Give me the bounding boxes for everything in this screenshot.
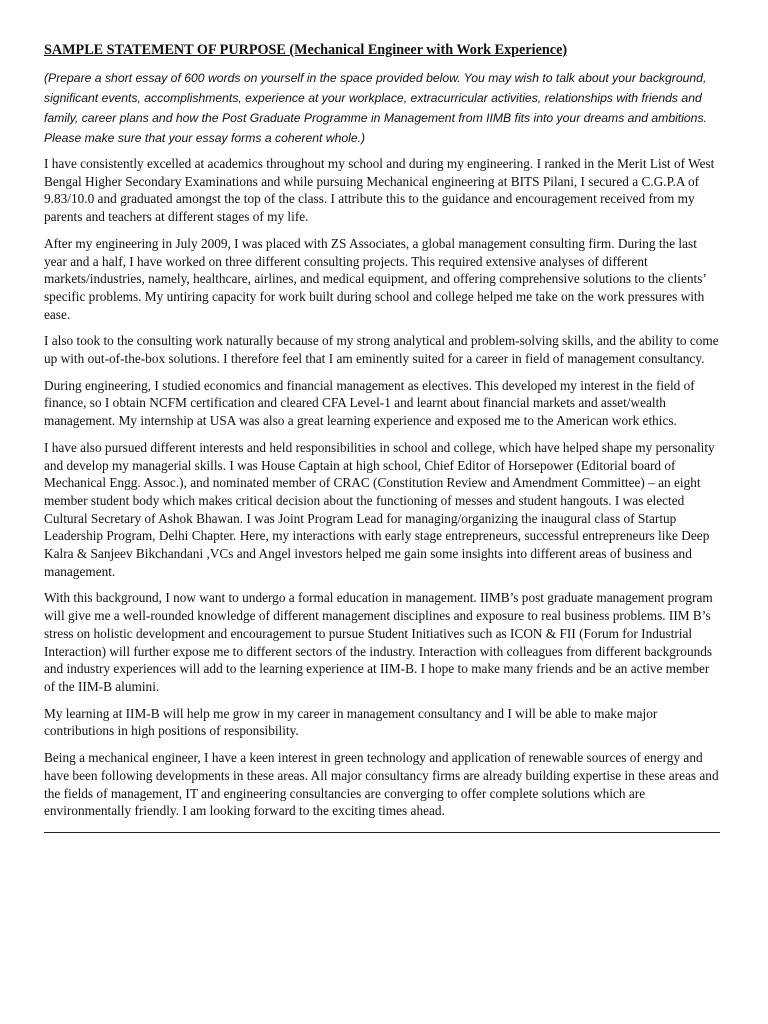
paragraph-green-technology: Being a mechanical engineer, I have a keen interest in green technology and application of renewable sources of energy and have been following developments in these areas. All major consultancy firms are already building expertise in these areas and the fields of management, IT and engineering consultancies are converging to offer complete solutions which are environmentally friendly. I am looking forward to the exciting times ahead. xyxy=(44,750,719,819)
paragraph-why-iimb: With this background, I now want to undergo a formal education in management. IIMB’s post graduate management program will give me a well-rounded knowledge of different management disciplines and exposure to real business problems. IIM B’s stress on holistic development and encouragement to pursue Student Initiatives such as ICON & FII (Forum for Industrial Interaction) will further expose me to different sectors of the industry. Interaction with colleagues from different backgrounds and industry experiences will add to the learning experience at IIM-B. I hope to make many friends and be an active member of the IIM-B alumini. xyxy=(44,590,713,694)
bottom-rule-line xyxy=(44,832,720,833)
paragraph-finance-interest: During engineering, I studied economics and financial management as electives. This developed my interest in the field of finance, so I obtain NCFM certification and cleared CFA Level-1 and learnt about financial markets and asset/wealth management. My internship at USA was also a great learning experience and exposed me to the American work ethics. xyxy=(44,377,695,429)
paragraph-consulting-skills: I also took to the consulting work naturally because of my strong analytical and problem-solving skills, and the ability to come up with out-of-the-box solutions. I therefore feel that I am eminently suited for a career in field of management consultancy. xyxy=(44,333,719,367)
paragraph-extracurricular: I have also pursued different interests and held responsibilities in school and college, which have helped shape my personality and develop my managerial skills. I was House Captain at high school, Chief Editor of Horsepower (Editorial board of Mechanical Engg. Assoc.), and nominated member of CRAC (Constitution Review and Amendment Committee) – an eight member student body which makes critical decision about the functioning of messes and student hangouts. I was elected Cultural Secretary of Ashok Bhawan. I was Joint Program Lead for managing/organizing the inaugural class of Startup Leadership Program, Delhi Chapter. Here, my interactions with early stage entrepreneurs, successful entrepreneurs like Deep Kalra & Sanjeev Bikchandani ,VCs and Angel investors helped me gain some insights into different areas of business and management. xyxy=(44,439,715,579)
paragraph-career-goals: My learning at IIM-B will help me grow in my career in management consultancy and I will be able to make major contributions in high positions of responsibility. xyxy=(44,705,658,739)
essay-instructions: (Prepare a short essay of 600 words on yourself in the space provided below. You may wish to talk about your background, significant events, accomplishments, experience at your workplace, extracurricular activities, relationships with friends and family, career plans and how the Post Graduate Programme in Management from IIMB fits into your dreams and ambitions. Please make sure that your essay forms a coherent whole.) xyxy=(44,71,707,145)
paragraph-academics: I have consistently excelled at academics throughout my school and during my engineering. I ranked in the Merit List of West Bengal Higher Secondary Examinations and while pursuing Mechanical engineering at BITS Pilani, I secured a C.G.P.A of 9.83/10.0 and graduated amongst the top of the class. I attribute this to the guidance and encouragement received from my parents and teachers at different stages of my life. xyxy=(44,156,715,225)
paragraph-work-experience: After my engineering in July 2009, I was placed with ZS Associates, a global management consulting firm. During the last year and a half, I have worked on three different consulting projects. This required extensive analyses of different markets/industries, namely, healthcare, airlines, and medical equipment, and offering comprehensive solutions to the clients’ specific problems. My untiring capacity for work built during school and college helped me take on the work pressures with ease. xyxy=(44,235,706,322)
document-title: SAMPLE STATEMENT OF PURPOSE (Mechanical Engineer with Work Experience) xyxy=(44,42,568,58)
